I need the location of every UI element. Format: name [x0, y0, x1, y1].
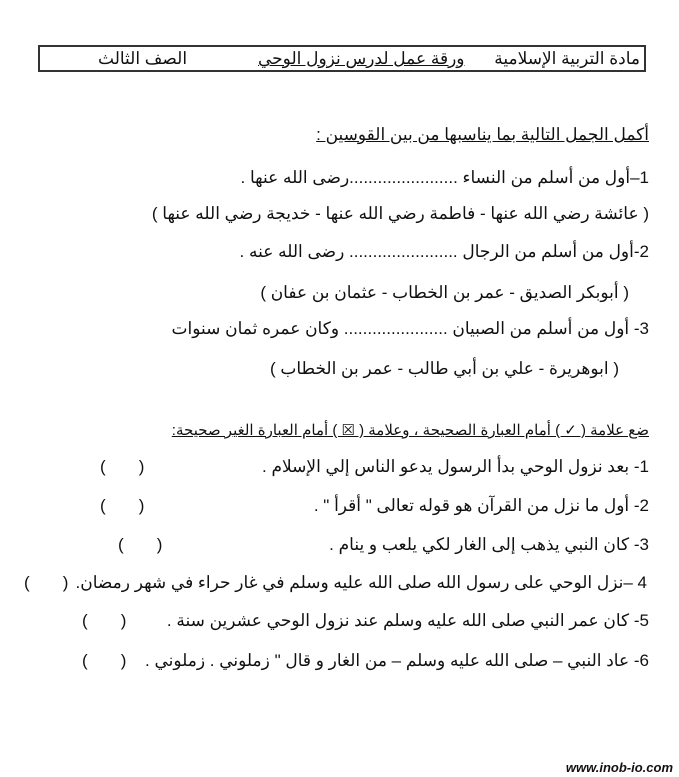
question-2-options: ( أبوبكر الصديق - عمر بن الخطاب - عثمان بن عفان ): [260, 283, 629, 302]
question-1-options: ( عائشة رضي الله عنها - فاطمة رضي الله عنها - خديجة رضي الله عنها ): [151, 204, 649, 223]
section2-instruction: ضع علامة ( ✓ ) أمام العبارة الصحيحة ، وعلامة ( ☒ ) أمام العبارة الغير صحيحة:: [171, 422, 649, 439]
statement-1: 1- بعد نزول الوحي بدأ الرسول يدعو الناس إلي الإسلام .: [262, 457, 649, 476]
answer-box-5[interactable]: ( ): [82, 611, 127, 630]
statement-6: 6- عاد النبي – صلى الله عليه وسلم – من الغار و قال " زملوني . زملوني .: [145, 651, 649, 670]
statement-2: 2- أول ما نزل من القرآن هو قوله تعالى " أقرأ " .: [313, 496, 649, 515]
question-3: 3- أول من أسلم من الصبيان ...................... وكان عمره ثمان سنوات: [171, 319, 649, 338]
answer-box-6[interactable]: ( ): [82, 651, 127, 670]
question-3-options: ( ابوهريرة - علي بن أبي طالب - عمر بن الخطاب ): [269, 359, 619, 378]
answer-box-2[interactable]: ( ): [100, 496, 145, 515]
subject-label: مادة التربية الإسلامية: [494, 49, 640, 68]
grade-label: الصف الثالث: [98, 49, 188, 68]
answer-box-1[interactable]: ( ): [100, 457, 145, 476]
statement-5: 5- كان عمر النبي صلى الله عليه وسلم عند نزول الوحي عشرين سنة .: [166, 611, 649, 630]
question-1: 1–أول من أسلم من النساء .......................رضى الله عنها .: [240, 168, 649, 187]
answer-box-4[interactable]: ( ): [24, 573, 69, 592]
answer-box-3[interactable]: ( ): [118, 535, 163, 554]
question-2: 2-أول من أسلم من الرجال ....................... رضى الله عنه .: [239, 242, 649, 261]
statement-4: 4 –نزل الوحي على رسول الله صلى الله عليه وسلم في غار حراء في شهر رمضان.: [75, 573, 647, 592]
watermark: www.inob-io.com: [565, 760, 673, 775]
section1-instruction: أكمل الجمل التالية بما يناسبها من بين القوسين :: [316, 125, 649, 144]
statement-3: 3- كان النبي يذهب إلى الغار لكي يلعب و ينام .: [329, 535, 649, 554]
worksheet-title: ورقة عمل لدرس نزول الوحي: [258, 49, 465, 68]
worksheet-header: [38, 45, 646, 72]
